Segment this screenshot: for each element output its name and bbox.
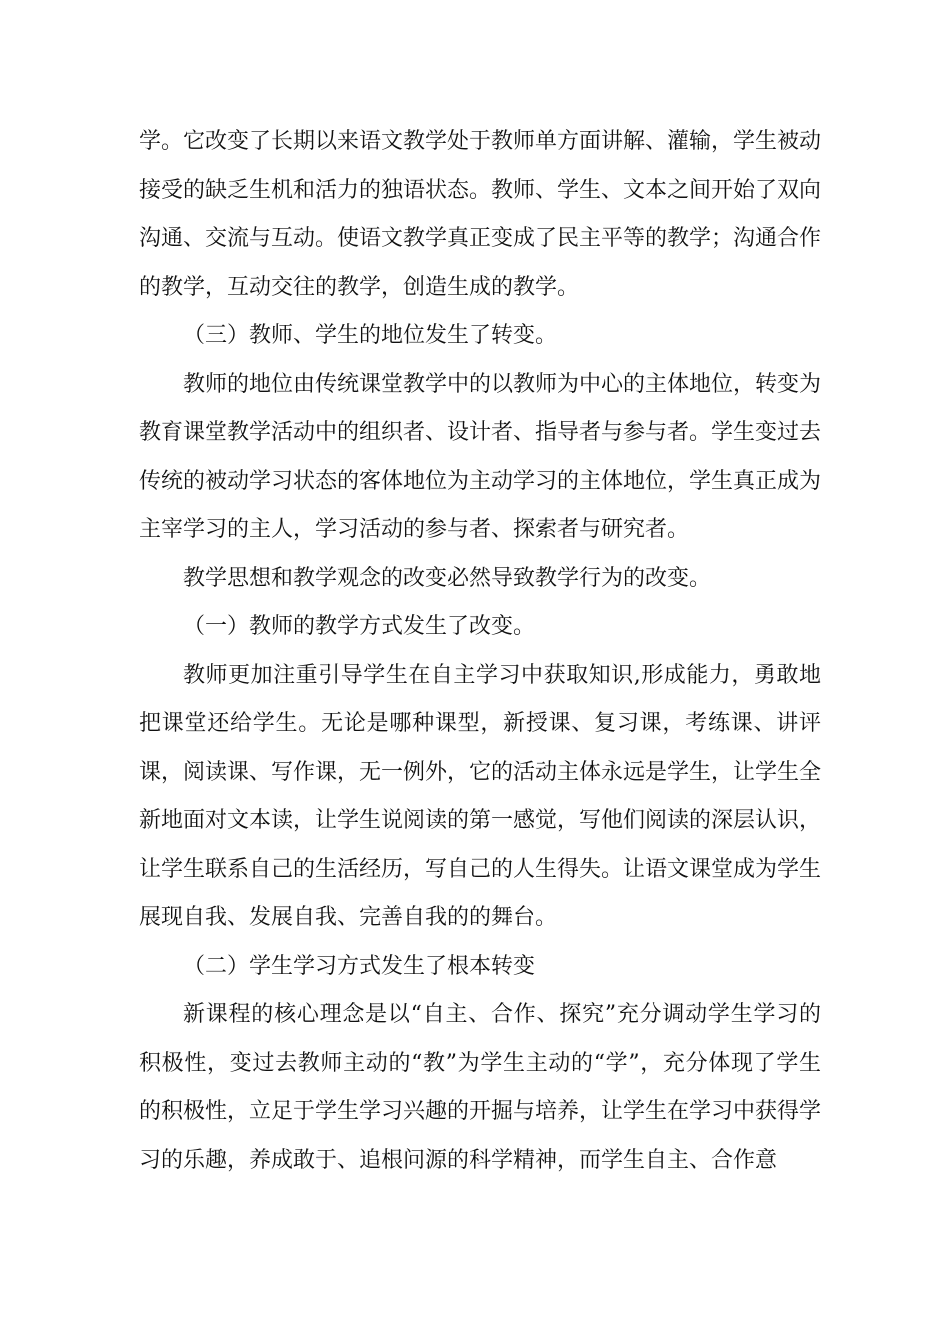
paragraph-continuation: 学。它改变了长期以来语文教学处于教师单方面讲解、灌输，学生被动接受的缺乏生机和活力的独语状态。教师、学生、文本之间开始了双向沟通、交流与互动。使语文教学真正变成了民主平等的教学；沟通合作的教学，互动交往的教学，创造生成的教学。: [139, 129, 822, 300]
paragraph-teacher-role: 教师的地位由传统课堂教学中的以教师为中心的主体地位，转变为教育课堂教学活动中的组织者、设计者、指导者与参与者。学生变过去传统的被动学习状态的客体地位为主动学习的主体地位，学生真正成为主宰学习的主人，学习活动的参与者、探索者与研究者。: [139, 371, 822, 542]
paragraph-learning-method: 新课程的核心理念是以“自主、合作、探究”充分调动学生学习的积极性，变过去教师主动的“教”为学生主动的“学”，充分体现了学生的积极性，立足于学生学习兴趣的开掘与培养，让学生在学习中获得学习的乐趣，养成敢于、追根问源的科学精神，而学生自主、合作意: [139, 1002, 822, 1173]
section-heading-one: （一）教师的教学方式发生了改变。: [183, 614, 536, 639]
section-heading-three: （三）教师、学生的地位发生了转变。: [183, 323, 558, 348]
paragraph-teaching-behavior: 教学思想和教学观念的改变必然导致教学行为的改变。: [183, 565, 712, 591]
section-heading-two: （二）学生学习方式发生了根本转变: [183, 953, 536, 979]
document-body: [139, 118, 821, 1185]
paragraph-teaching-method: 教师更加注重引导学生在自主学习中获取知识,形成能力，勇敢地把课堂还给学生。无论是哪种课型，新授课、复习课，考练课、讲评课，阅读课、写作课，无一例外，它的活动主体永远是学生，让学生全新地面对文本读，让学生说阅读的第一感觉，写他们阅读的深层认识，让学生联系自己的生活经历，写自己的人生得失。让语文课堂成为学生展现自我、发展自我、完善自我的的舞台。: [139, 662, 822, 930]
